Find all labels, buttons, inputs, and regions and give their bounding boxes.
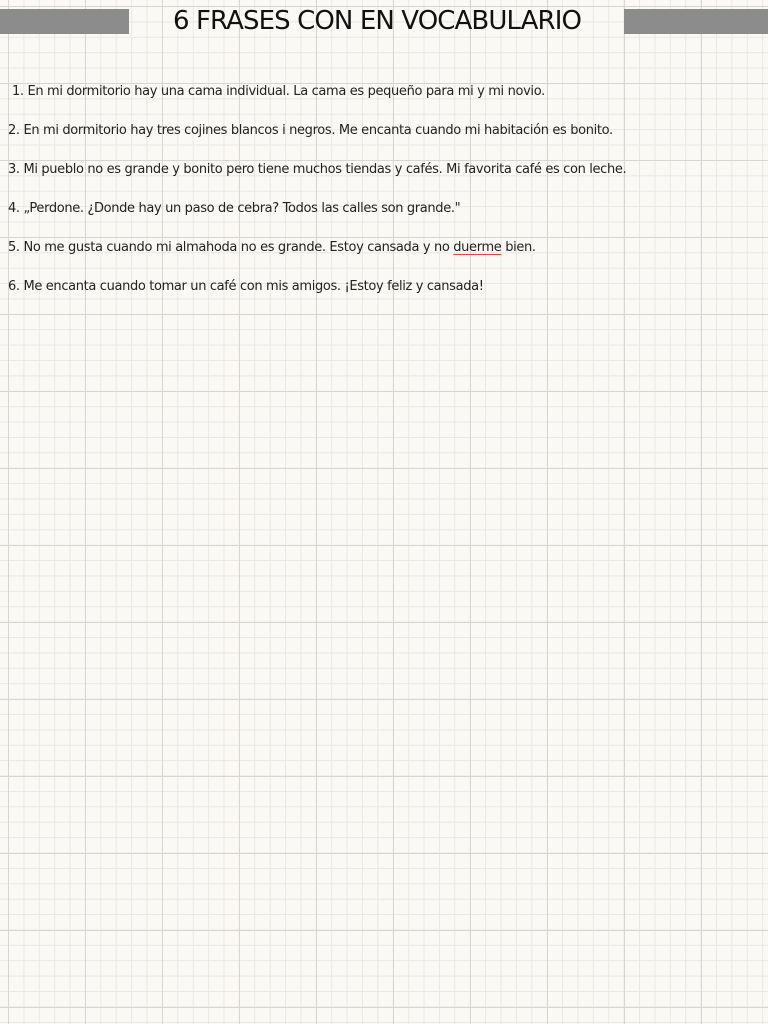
sentence-3: 3. Mi pueblo no es grande y bonito pero tiene muchos tiendas y cafés. Mi favorita café es con leche.	[8, 162, 627, 177]
sentence-list	[8, 81, 760, 315]
sentence-5-after: bien.	[501, 240, 536, 255]
sentence-5-before: 5. No me gusta cuando mi almahoda no es grande. Estoy cansada y no	[8, 240, 454, 255]
title-bar	[0, 8, 768, 35]
title-band-left	[0, 9, 129, 34]
title-band-right	[624, 9, 768, 34]
sentence-4: 4. „Perdone. ¿Donde hay un paso de cebra? Todos las calles son grande."	[8, 201, 461, 216]
sentence-6: 6. Me encanta cuando tomar un café con mis amigos. ¡Estoy feliz y cansada!	[8, 279, 484, 294]
sentence-2: 2. En mi dormitorio hay tres cojines blancos i negros. Me encanta cuando mi habitación es bonito.	[8, 123, 613, 138]
sentence-1: 1. En mi dormitorio hay una cama individual. La cama es pequeño para mi y mi novio.	[12, 84, 545, 99]
spellcheck-flagged-word[interactable]: duerme	[453, 240, 502, 255]
sentence-5	[8, 237, 760, 276]
page-title: 6 FRASES CON EN VOCABULARIO	[172, 6, 582, 36]
